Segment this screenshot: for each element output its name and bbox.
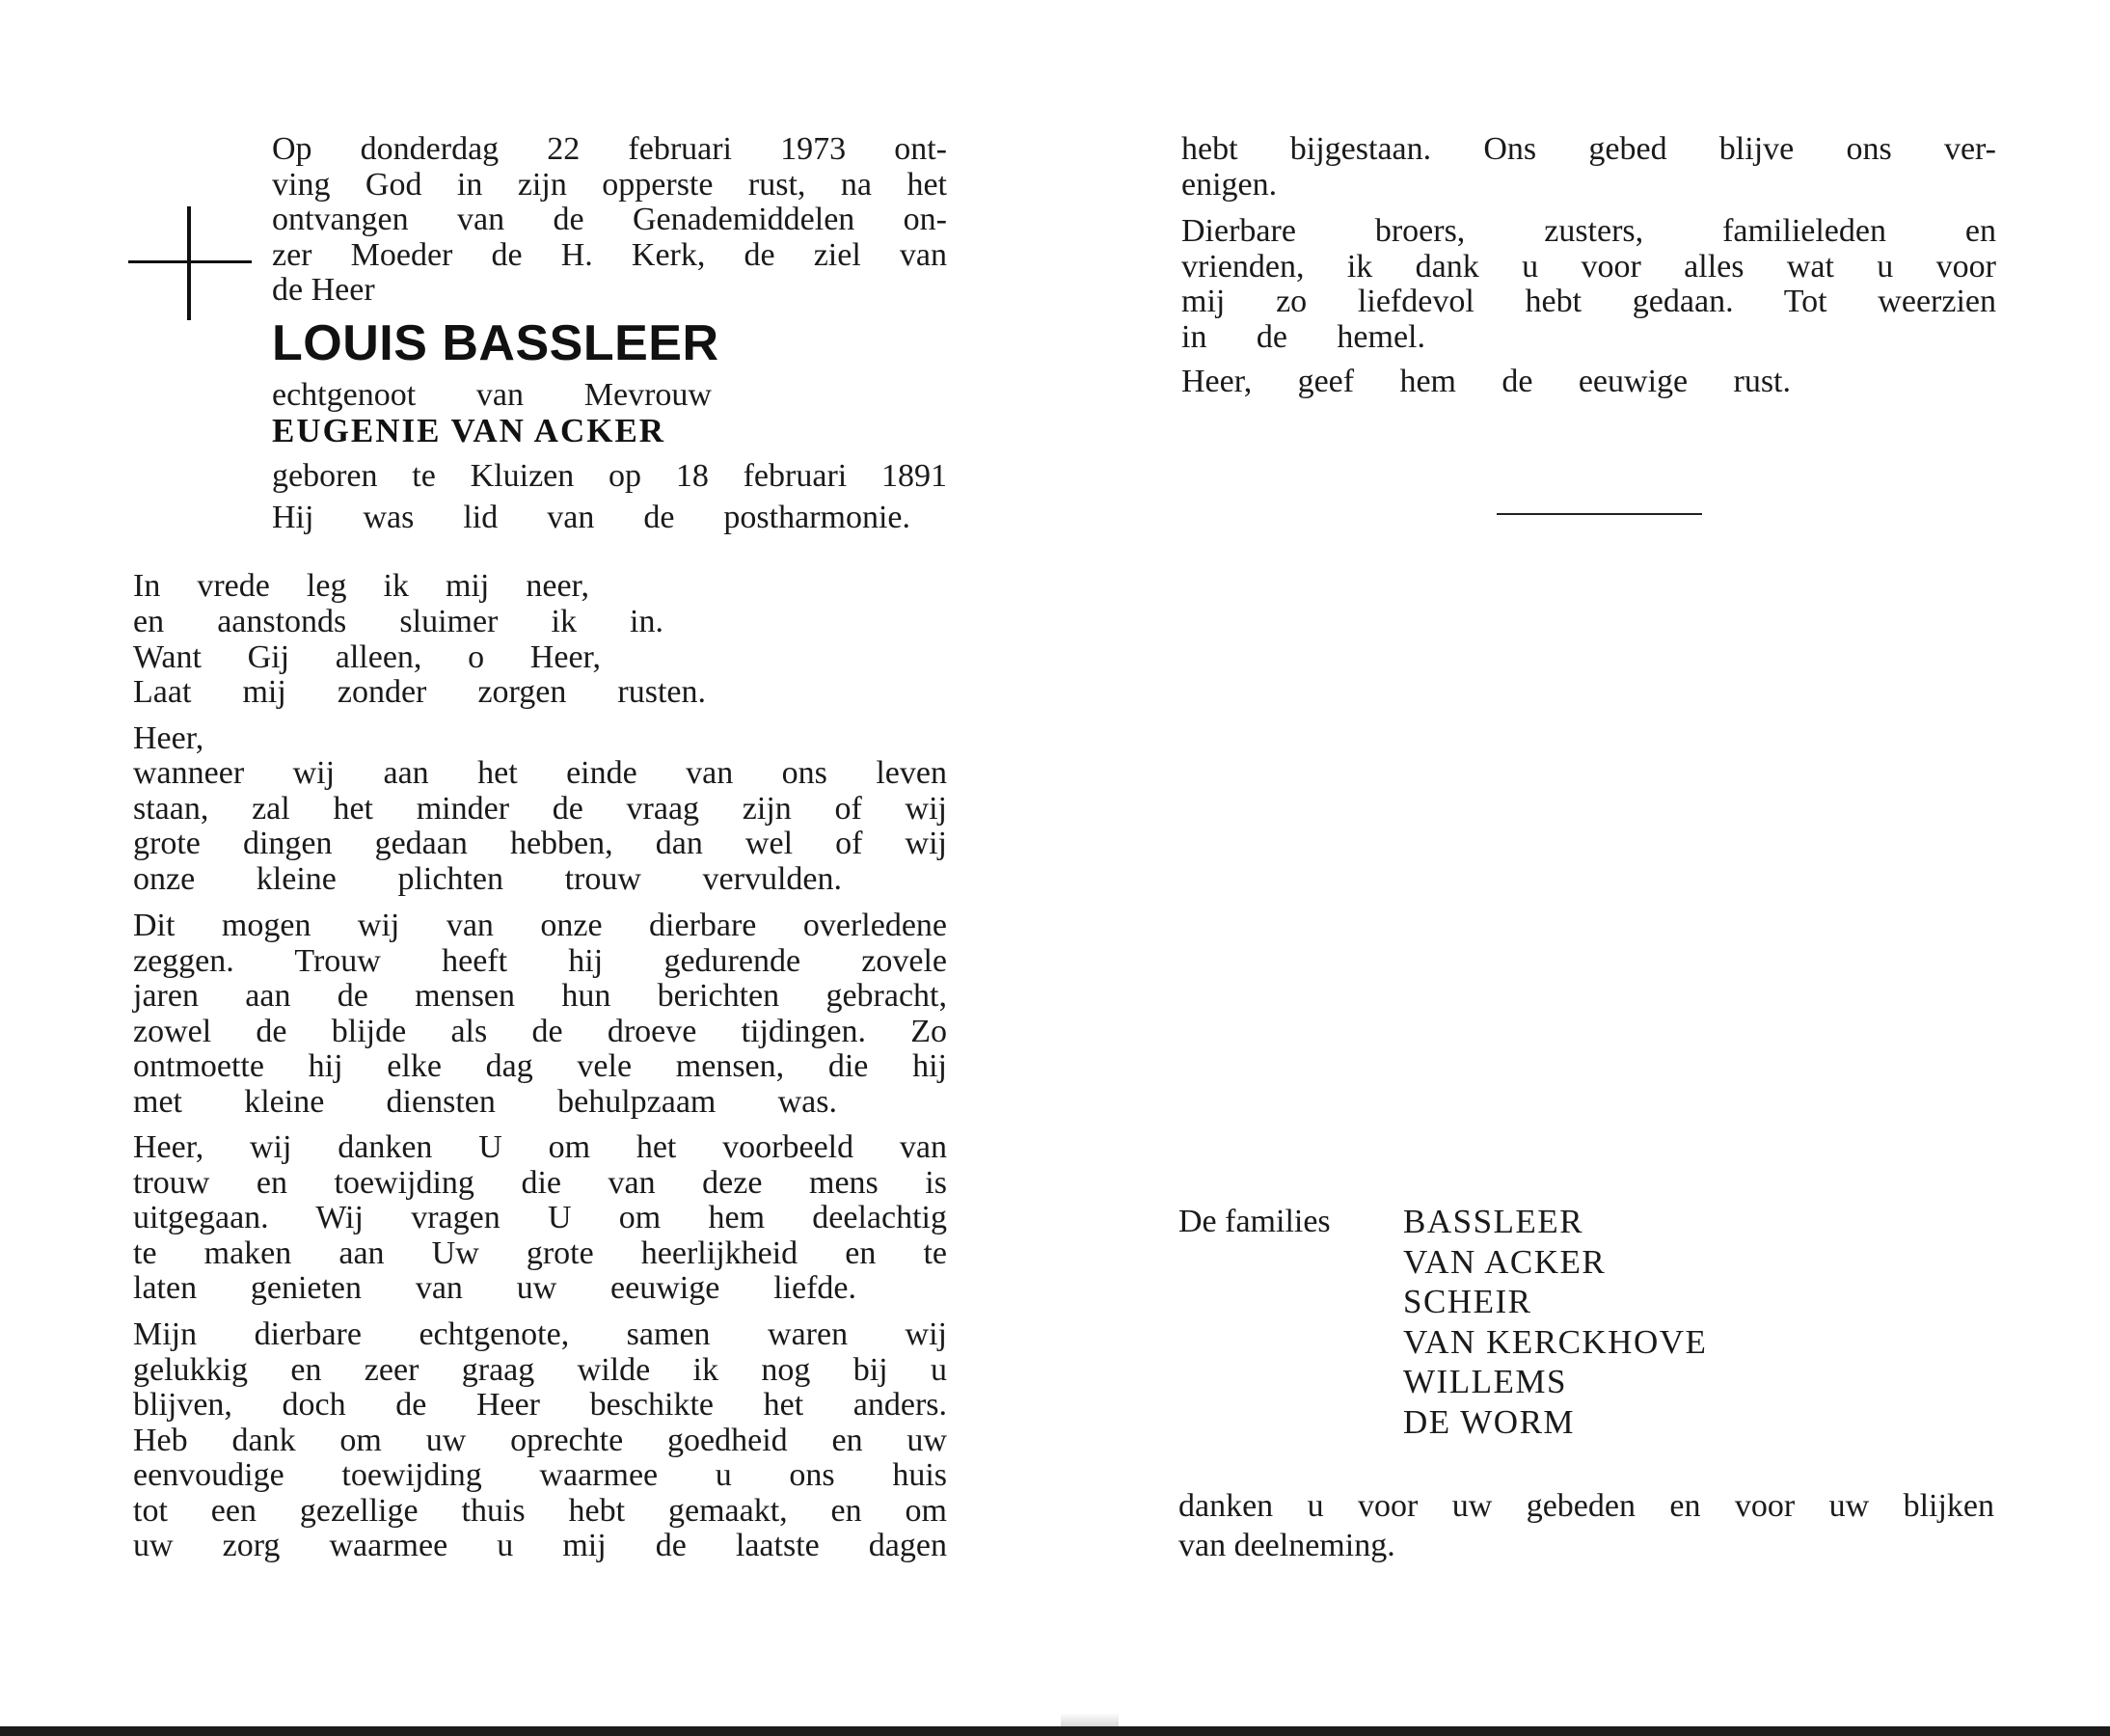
paragraph-line: Heer, [133, 720, 204, 756]
intro-paragraph [272, 132, 947, 309]
paragraph-line: te maken aan Uw grote heerlijkheid en te [133, 1234, 947, 1271]
paragraph-line: wanneer wij aan het einde van ons leven [133, 755, 947, 791]
paragraph-wife [133, 1317, 947, 1564]
closing-paragraph [1178, 1486, 1994, 1565]
deceased-name: LOUIS BASSLEER [272, 315, 719, 371]
paragraph-line: Heer, geef hem de eeuwige rust. [1181, 364, 1791, 399]
paragraph-line: Dit mogen wij van onze dierbare overledene [133, 908, 947, 943]
paragraph-line: onze kleine plichten trouw vervulden. [133, 860, 842, 897]
paragraph-line: Heer, wij danken U om het voorbeeld van [133, 1129, 947, 1165]
card-bottom-edge [0, 1726, 2110, 1736]
paragraph-line: Mijn dierbare echtgenote, samen waren wij [133, 1316, 947, 1352]
poem-line: en aanstonds sluimer ik in. [133, 603, 663, 639]
divider [1497, 513, 1702, 515]
poem-line: In vrede leg ik mij neer, [133, 568, 589, 604]
paragraph-thanks-lord [133, 1130, 947, 1307]
family-name: VAN KERCKHOVE [1403, 1322, 1708, 1361]
family-name: WILLEMS [1403, 1363, 1567, 1400]
paragraph-line: gelukkig en zeer graag wilde ik nog bij u [133, 1351, 947, 1388]
paragraph-line: in de hemel. [1181, 318, 1425, 355]
paragraph-line: vrienden, ik dank u voor alles wat u voor [1181, 248, 1996, 285]
paragraph-line: uitgegaan. Wij vragen U om hem deelachtig [133, 1200, 947, 1235]
family-name: VAN ACKER [1403, 1242, 1607, 1281]
born-line: geboren te Kluizen op 18 februari 1891 [272, 458, 947, 494]
paragraph-postman [133, 909, 947, 1120]
member-line: Hij was lid van de postharmonie. [272, 500, 910, 535]
paragraph-line: staan, zal het minder de vraag zijn of wij [133, 790, 947, 827]
cross-icon [187, 206, 191, 320]
fold-shadow [1061, 1713, 1119, 1726]
poem-line: Laat mij zonder zorgen rusten. [133, 674, 706, 711]
paragraph-line: laten genieten van uw eeuwige liefde. [133, 1270, 856, 1306]
spouse-intro: echtgenoot van Mevrouw [272, 377, 712, 413]
paragraph-line: Heb dank om uw oprechte goedheid en uw [133, 1422, 947, 1458]
paragraph-line: zeggen. Trouw heeft hij gedurende zovele [133, 942, 947, 979]
paragraph-line: jaren aan de mensen hun berichten gebracht, [133, 978, 947, 1014]
paragraph-line: met kleine diensten behulpzaam was. [133, 1083, 837, 1120]
paragraph-line: danken u voor uw gebeden en voor uw blijken [1178, 1488, 1994, 1524]
paragraph-line: enigen. [1181, 166, 1278, 203]
paragraph-line: uw zorg waarmee u mij de laatste dagen [133, 1528, 947, 1563]
paragraph-line: ontmoette hij elke dag vele mensen, die hij [133, 1048, 947, 1084]
paragraph-line: Dierbare broers, zusters, familieleden en [1181, 213, 1996, 249]
family-name: BASSLEER [1403, 1203, 1584, 1240]
paragraph-end-of-life [133, 756, 947, 897]
paragraph-line: grote dingen gedaan hebben, dan wel of wij [133, 826, 947, 861]
paragraph-assisted [1181, 132, 1996, 203]
paragraph-line: van deelneming. [1178, 1528, 1395, 1563]
poem [133, 569, 706, 711]
paragraph-line: tot een gezellige thuis hebt gemaakt, en om [133, 1492, 947, 1529]
paragraph-line: trouw en toewijding die van deze mens is [133, 1164, 947, 1201]
families-label: De families [1178, 1204, 1331, 1239]
paragraph-heer [133, 721, 947, 757]
intro-line: zer Moeder de H. Kerk, de ziel van [272, 236, 947, 273]
spouse-name: EUGENIE VAN ACKER [272, 412, 666, 449]
paragraph-line: zowel de blijde als de droeve tijdingen. Zo [133, 1013, 947, 1049]
paragraph-line: hebt bijgestaan. Ons gebed blijve ons ver- [1181, 131, 1996, 167]
paragraph-line: mij zo liefdevol hebt gedaan. Tot weerzien [1181, 284, 1996, 319]
family-name: SCHEIR [1403, 1283, 1532, 1320]
paragraph-line: blijven, doch de Heer beschikte het anders. [133, 1387, 947, 1423]
poem-line: Want Gij alleen, o Heer, [133, 638, 601, 675]
paragraph-dear-family [1181, 214, 1996, 355]
paragraph-line: eenvoudige toewijding waarmee u ons huis [133, 1457, 947, 1493]
intro-line: de Heer [272, 272, 375, 308]
family-name: DE WORM [1403, 1402, 1576, 1441]
families-list [1403, 1202, 1707, 1442]
intro-line: Op donderdag 22 februari 1973 ont- [272, 131, 947, 167]
cross-icon-bar [128, 260, 252, 263]
intro-line: ontvangen van de Genademiddelen on- [272, 202, 947, 237]
intro-line: ving God in zijn opperste rust, na het [272, 166, 947, 203]
paragraph-eternal-rest [1181, 365, 1996, 400]
